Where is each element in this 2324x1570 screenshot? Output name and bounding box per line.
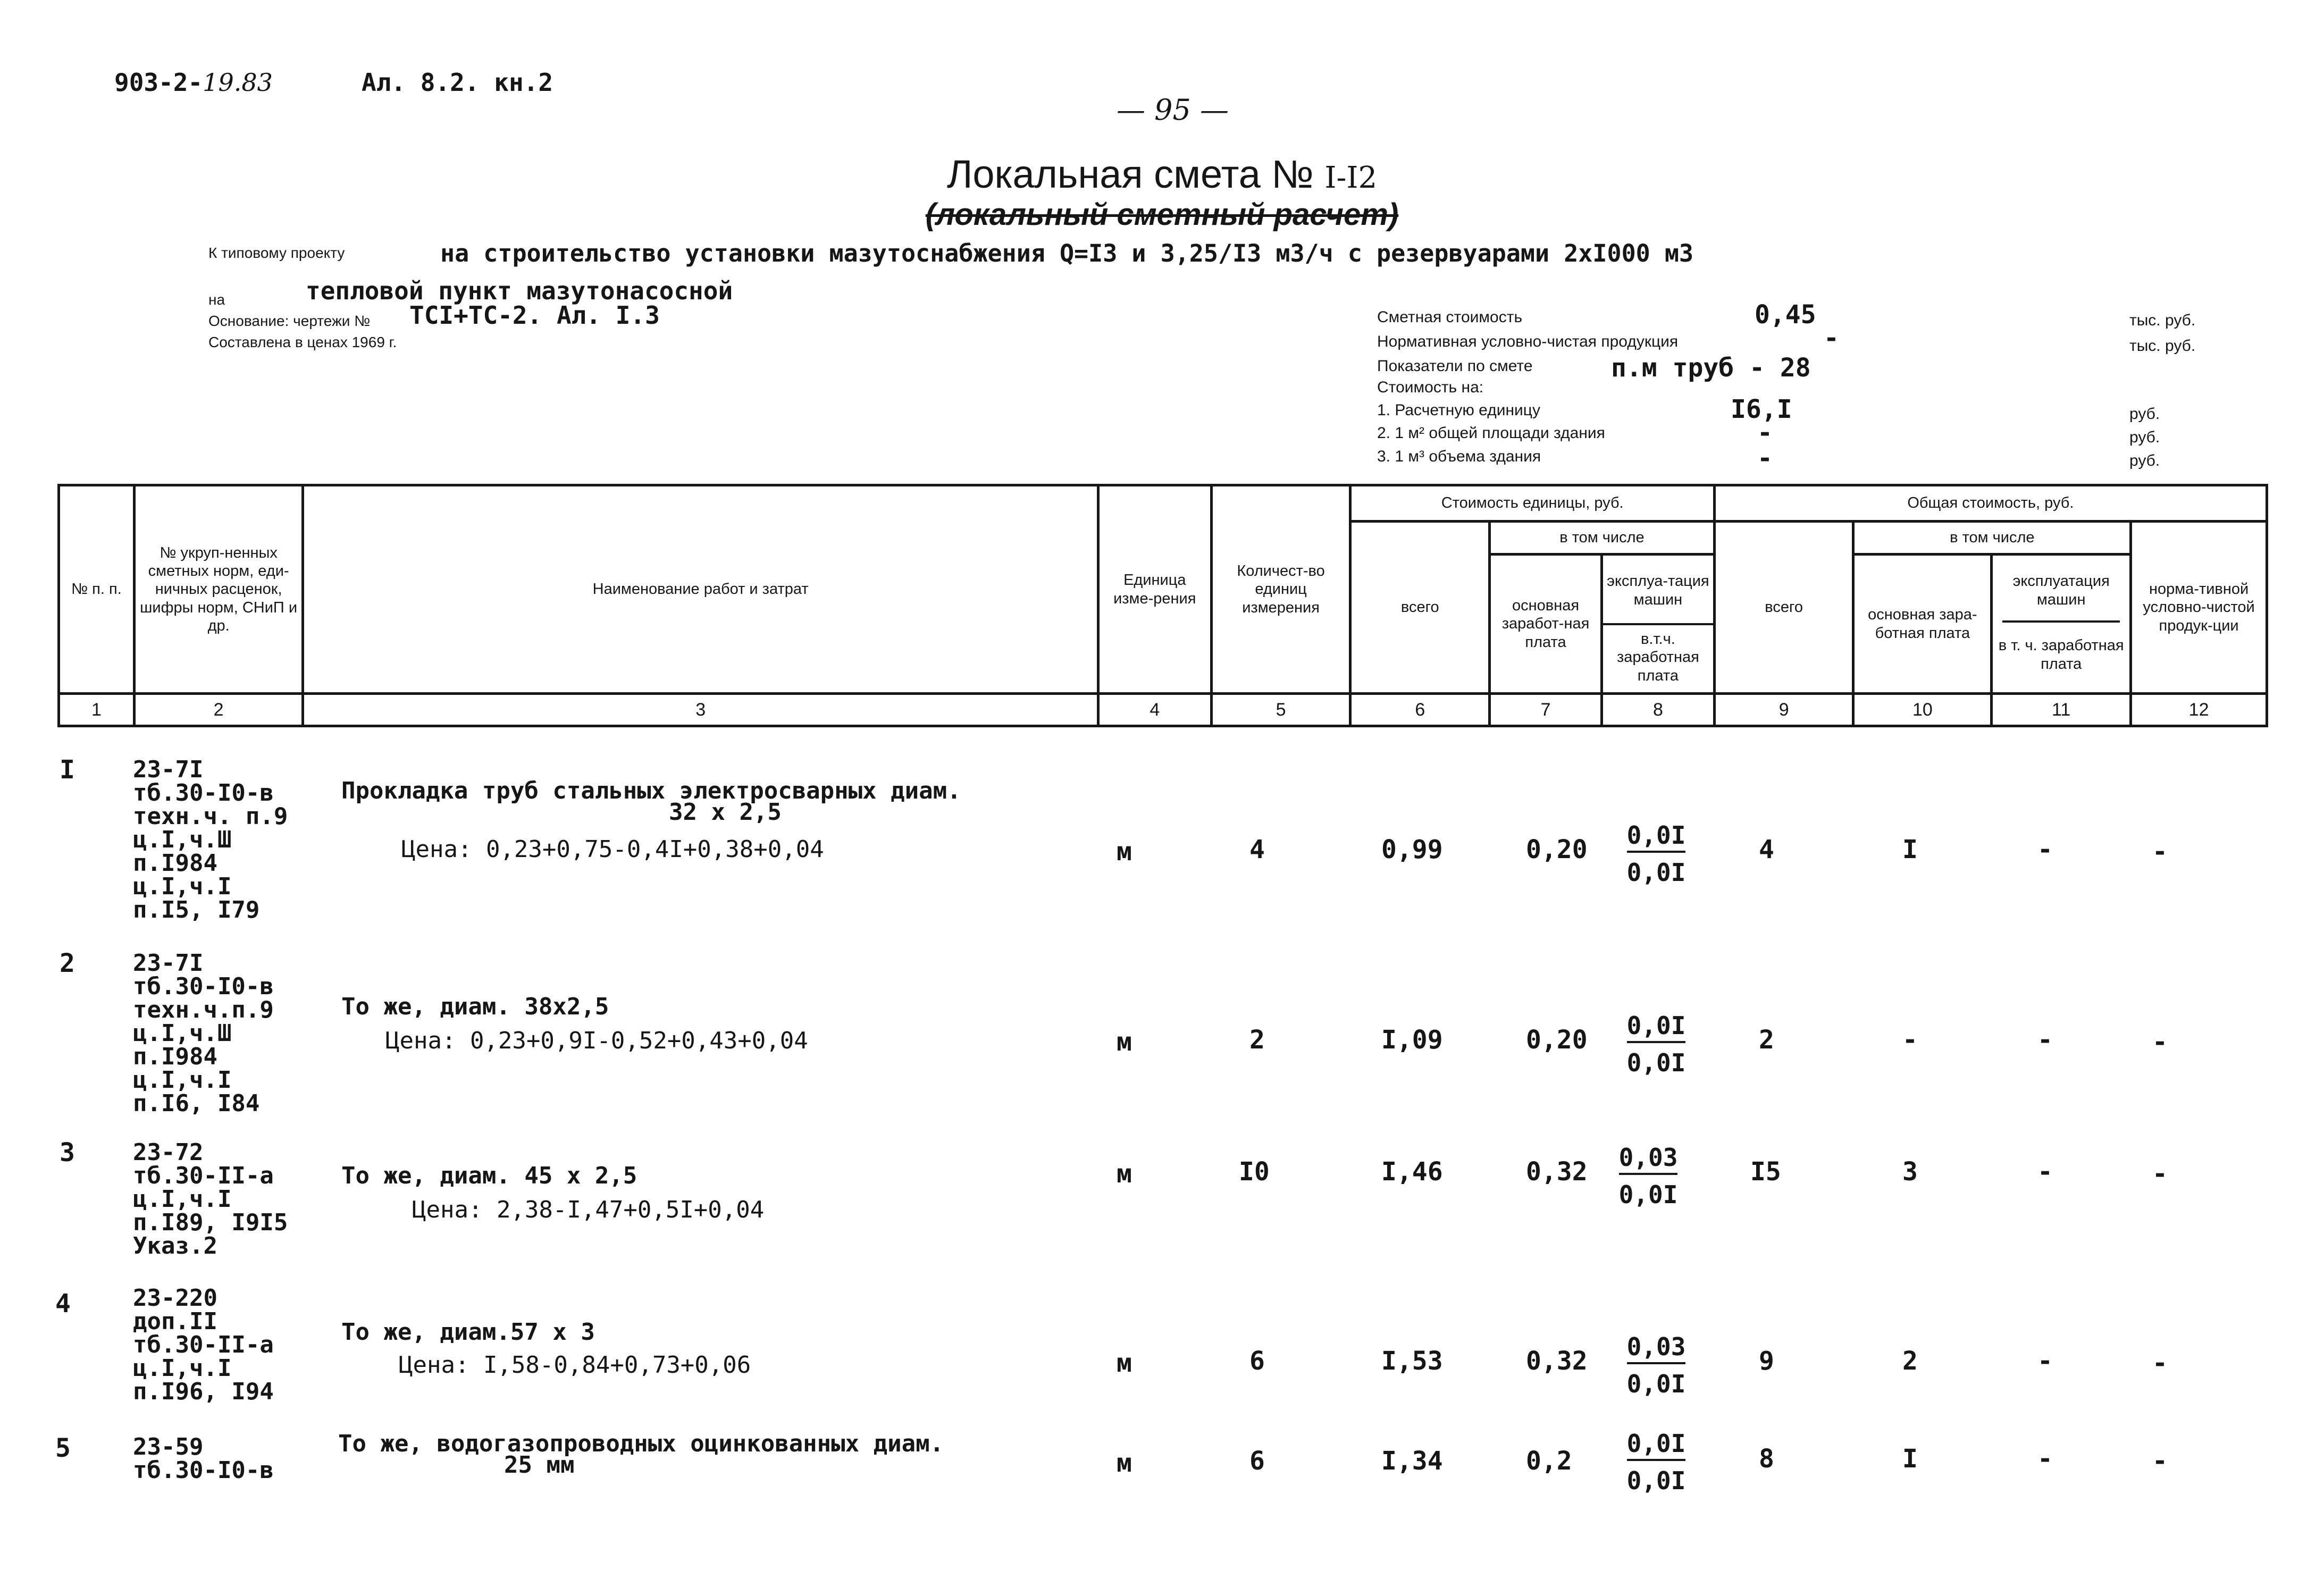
code-line: ц.I,ч.I <box>133 1067 232 1094</box>
title-number: I-I2 <box>1324 161 1378 195</box>
col-index: 12 <box>2131 694 2267 726</box>
machine-fraction <box>1622 1334 1691 1396</box>
col-name-header: Наименование работ и затрат <box>303 485 1098 694</box>
col8-header <box>1601 555 1714 694</box>
unit-total: 0,99 <box>1381 835 1443 864</box>
total-sum: 8 <box>1759 1444 1774 1474</box>
price-formula: Цена: I,58-0,84+0,73+0,06 <box>399 1351 751 1379</box>
title-struck: (локальный сметный расчет) <box>925 197 1399 232</box>
quantity: 4 <box>1249 835 1265 864</box>
row-code <box>133 1284 274 1405</box>
project-code-print: 903-2- <box>114 68 203 97</box>
col-number-header: № п. п. <box>59 485 135 694</box>
estimate-table-header <box>57 484 2268 727</box>
col-unit-header: Единица изме-рения <box>1098 485 1211 694</box>
code-line: тб.30-II-а <box>133 1331 274 1358</box>
page-number: — 95 — <box>1117 93 1229 127</box>
info-label: Нормативная условно-чистая продукция <box>1377 333 1679 350</box>
total-sum: 4 <box>1759 835 1774 864</box>
unit: м <box>1117 1159 1132 1189</box>
unit-wage: 0,32 <box>1526 1157 1588 1187</box>
info-value: - <box>1757 443 1773 473</box>
info-label: Показатели по смете <box>1377 357 1533 375</box>
total-nucp: - <box>2152 837 2168 867</box>
code-line: 23-59 <box>133 1433 204 1460</box>
quantity: I0 <box>1239 1157 1270 1187</box>
code-line: ц.I,ч.Ш <box>133 826 232 853</box>
row-code <box>133 758 288 922</box>
row-number: 5 <box>55 1433 71 1463</box>
total-wage: - <box>1902 1025 1918 1055</box>
info-unit: руб. <box>2129 429 2160 446</box>
code-line: п.I89, I9I5 <box>133 1209 288 1236</box>
unit-cost-header: Стоимость единицы, руб. <box>1350 485 1714 522</box>
row-number: 3 <box>60 1138 75 1168</box>
total-nucp: - <box>2152 1446 2168 1476</box>
code-line: 23-72 <box>133 1139 204 1166</box>
unit-total: I,09 <box>1381 1025 1443 1055</box>
document-title <box>0 152 2324 232</box>
work-name: То же, водогазопроводных оцинкованных диам. <box>338 1430 944 1457</box>
price-formula: Цена: 0,23+0,75-0,4I+0,38+0,04 <box>401 836 824 863</box>
code-line: техн.ч.п.9 <box>133 996 274 1023</box>
machine-wage: 0,0I <box>1626 1370 1686 1398</box>
unit-wage: 0,32 <box>1526 1346 1588 1376</box>
total-machine: - <box>2037 1025 2053 1055</box>
info-value: - <box>1824 323 1839 353</box>
code-line: Указ.2 <box>133 1232 217 1260</box>
code-line: тб.30-II-а <box>133 1162 274 1189</box>
code-line: ц.I,ч.I <box>133 1355 232 1382</box>
total-sum: 9 <box>1759 1346 1774 1376</box>
row-number: 2 <box>60 948 75 978</box>
work-name: То же, диам.57 х 3 <box>341 1319 595 1346</box>
col-index: 5 <box>1211 694 1350 726</box>
code-line: п.I5, I79 <box>133 896 260 923</box>
info-value: - <box>1757 418 1773 448</box>
total-machine: - <box>2037 1157 2053 1187</box>
info-value: 0,45 <box>1755 300 1816 330</box>
machine-cost: 0,03 <box>1627 1334 1686 1364</box>
col8b-header: в.т.ч. заработная плата <box>1616 631 1699 684</box>
col-index: 6 <box>1350 694 1490 726</box>
code-line: ц.I,ч.Ш <box>133 1020 232 1047</box>
info-value: I6,I <box>1731 394 1792 424</box>
unit-total: I,53 <box>1381 1346 1443 1376</box>
title-main: Локальная смета № <box>946 152 1314 196</box>
col-code-header: № укруп-ненных сметных норм, еди-ничных расценок, шифры норм, СНиП и др. <box>134 485 303 694</box>
work-name: То же, диам. 45 х 2,5 <box>341 1162 637 1189</box>
total-nucp: - <box>2152 1027 2168 1057</box>
unit: м <box>1117 837 1132 867</box>
unit-wage: 0,20 <box>1526 835 1588 864</box>
including-header: в том числе <box>1490 522 1715 555</box>
machine-wage: 0,0I <box>1626 1466 1686 1495</box>
total-nucp: - <box>2152 1348 2168 1378</box>
code-line: 23-7I <box>133 950 204 977</box>
quantity: 2 <box>1249 1025 1265 1055</box>
work-name-cont: 32 х 2,5 <box>669 799 782 826</box>
price-formula: Цена: 0,23+0,9I-0,52+0,43+0,04 <box>385 1027 808 1054</box>
info-label: Стоимость на: <box>1377 379 1484 396</box>
project-code-handwritten: 19.83 <box>203 68 273 97</box>
info-value: п.м труб - 28 <box>1611 353 1811 383</box>
col-index: 4 <box>1098 694 1211 726</box>
info-label: Сметная стоимость <box>1377 308 1523 326</box>
basis-label: Основание: чертежи № <box>208 313 371 329</box>
project-text: на строительство установки мазутоснабжения Q=I3 и 3,25/I3 м3/ч с резервуарами 2хI000 м3 <box>440 239 1694 267</box>
row-code <box>133 1435 274 1482</box>
work-name-cont: 25 мм <box>504 1451 575 1479</box>
price-formula: Цена: 2,38-I,47+0,5I+0,04 <box>412 1196 765 1223</box>
info-label: 1. Расчетную единицу <box>1377 401 1540 419</box>
code-line: 23-7I <box>133 756 204 783</box>
total-sum: 2 <box>1759 1025 1774 1055</box>
col11a-header: эксплуатация машин <box>2002 561 2120 623</box>
work-name: Прокладка труб стальных электросварных диам. <box>341 777 961 804</box>
col-index: 8 <box>1601 694 1714 726</box>
project-label: К типовому проекту <box>208 245 345 261</box>
total-machine: - <box>2037 1444 2053 1474</box>
unit: м <box>1117 1448 1132 1478</box>
on-label: на <box>208 291 225 308</box>
info-unit: тыс. руб. <box>2129 312 2196 329</box>
total-machine: - <box>2037 1346 2053 1376</box>
code-line: п.I6, I84 <box>133 1090 260 1117</box>
col8a-header: эксплуа-тация машин <box>1603 558 1713 625</box>
quantity: 6 <box>1249 1446 1265 1476</box>
code-line: тб.30-I0-в <box>133 973 274 1000</box>
total-wage: I <box>1902 1444 1918 1474</box>
total-cost-header: Общая стоимость, руб. <box>1714 485 2267 522</box>
col-index: 2 <box>134 694 303 726</box>
including2-header: в том числе <box>1853 522 2131 555</box>
col-qty-header: Количест-во единиц измерения <box>1211 485 1350 694</box>
col6-header: всего <box>1350 522 1490 694</box>
col10-header: основная зара-ботная плата <box>1853 555 1992 694</box>
unit: м <box>1117 1027 1132 1057</box>
total-wage: 2 <box>1902 1346 1918 1376</box>
machine-fraction <box>1622 1013 1691 1075</box>
col12-header: норма-тивной условно-чистой продук-ции <box>2131 522 2267 694</box>
info-label: 3. 1 м³ объема здания <box>1377 448 1541 465</box>
on-text: тепловой пункт мазутонасосной <box>306 276 733 305</box>
code-line: тб.30-I0-в <box>133 779 274 807</box>
col9-header: всего <box>1714 522 1853 694</box>
total-sum: I5 <box>1750 1157 1781 1187</box>
machine-cost: 0,0I <box>1627 1431 1686 1461</box>
machine-cost: 0,0I <box>1627 1013 1686 1043</box>
col-index: 10 <box>1853 694 1992 726</box>
total-wage: 3 <box>1902 1157 1918 1187</box>
info-label: 2. 1 м² общей площади здания <box>1377 424 1605 442</box>
prices-label: Составлена в ценах 1969 г. <box>208 334 397 350</box>
info-unit: руб. <box>2129 452 2160 469</box>
col-index: 7 <box>1490 694 1602 726</box>
info-unit: руб. <box>2129 405 2160 423</box>
col-index: 11 <box>1992 694 2131 726</box>
unit: м <box>1117 1348 1132 1378</box>
code-line: п.I984 <box>133 1043 217 1070</box>
row-code <box>133 1141 288 1258</box>
col-index: 9 <box>1714 694 1853 726</box>
code-line: доп.II <box>133 1308 217 1335</box>
album-reference: Ал. 8.2. кн.2 <box>362 68 553 97</box>
project-code <box>114 68 273 97</box>
quantity: 6 <box>1249 1346 1265 1376</box>
total-nucp: - <box>2152 1159 2168 1189</box>
machine-fraction <box>1622 1431 1691 1493</box>
work-name: То же, диам. 38х2,5 <box>341 993 609 1020</box>
code-line: ц.I,ч.I <box>133 873 232 900</box>
unit-wage: 0,20 <box>1526 1025 1588 1055</box>
code-line: ц.I,ч.I <box>133 1186 232 1213</box>
unit-total: I,34 <box>1381 1446 1443 1476</box>
info-unit: тыс. руб. <box>2129 337 2196 355</box>
machine-wage: 0,0I <box>1618 1180 1678 1209</box>
col-index: 1 <box>59 694 135 726</box>
col7-header: основная заработ-ная плата <box>1490 555 1602 694</box>
machine-fraction <box>1614 1145 1683 1207</box>
total-wage: I <box>1902 835 1918 864</box>
col11b-header: в т. ч. заработная плата <box>1998 637 2124 673</box>
code-line: 23-220 <box>133 1284 217 1312</box>
unit-total: I,46 <box>1381 1157 1443 1187</box>
row-number: I <box>60 755 75 785</box>
col-index: 3 <box>303 694 1098 726</box>
machine-cost: 0,0I <box>1627 823 1686 853</box>
unit-wage: 0,2 <box>1526 1446 1572 1476</box>
code-line: тб.30-I0-в <box>133 1457 274 1484</box>
machine-cost: 0,03 <box>1619 1145 1678 1175</box>
machine-fraction <box>1622 823 1691 885</box>
code-line: п.I96, I94 <box>133 1378 274 1405</box>
row-number: 4 <box>55 1289 71 1319</box>
col11-header <box>1992 555 2131 694</box>
code-line: техн.ч. п.9 <box>133 803 288 830</box>
total-machine: - <box>2037 835 2053 864</box>
row-code <box>133 952 274 1115</box>
basis-text: ТСI+ТС-2. Ал. I.3 <box>409 301 660 330</box>
code-line: п.I984 <box>133 850 217 877</box>
machine-wage: 0,0I <box>1626 858 1686 887</box>
machine-wage: 0,0I <box>1626 1048 1686 1077</box>
